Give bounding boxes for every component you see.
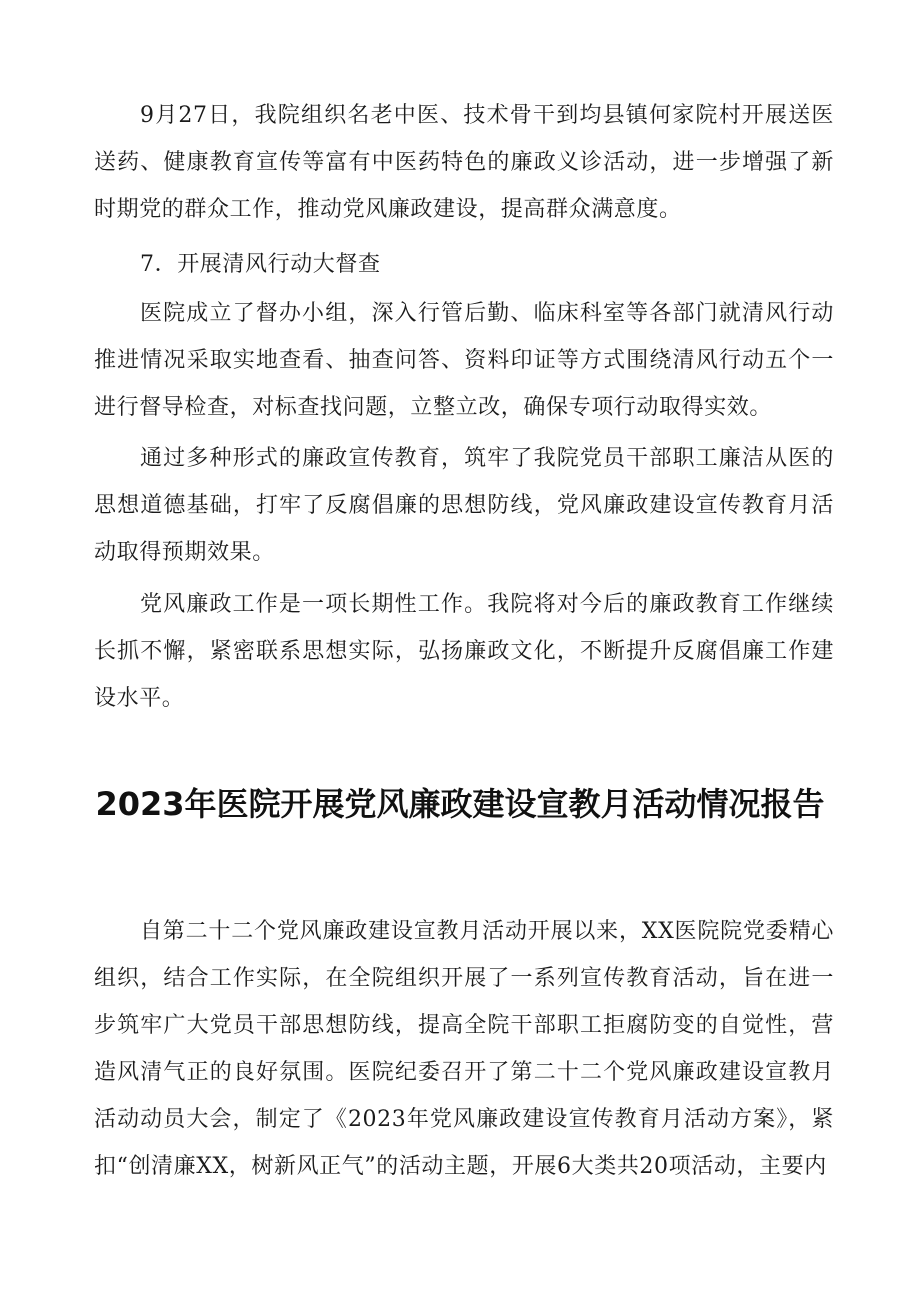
paragraph-yizhen-activity: 9月27日，我院组织名老中医、技术骨干到均县镇何家院村开展送医送药、健康教育宣传等富有中医药特色的廉政义诊活动，进一步增强了新时期党的群众工作，推动党风廉政建设，提高群众满意度。 bbox=[94, 103, 834, 222]
paragraph-report-intro: 自第二十二个党风廉政建设宣教月活动开展以来，XX医院院党委精心组织，结合工作实际，在全院组织开展了一系列宣传教育活动，旨在进一步筑牢广大党员干部思想防线，提高全院干部职工拒腐防变的自觉性，营造风清气正的良好氛围。医院纪委召开了第二十二个党风廉政建设宣教月活动动员大会，制定了《2023年党风廉政建设宣传教育月活动方案》，紧扣“创清廉XX，树新风正气”的活动主题，开展6大类共20项活动，主要内 bbox=[94, 919, 834, 1179]
report-title: 2023年医院开展党风廉政建设宣教月活动情况报告 bbox=[95, 785, 825, 823]
paragraph-supervision: 医院成立了督办小组，深入行管后勤、临床科室等各部门就清风行动推进情况采取实地查看、抽查问答、资料印证等方式围绕清风行动五个一进行督导检查，对标查找问题，立整立改，确保专项行动取得实效。 bbox=[94, 301, 834, 420]
paragraph-effect: 通过多种形式的廉政宣传教育，筑牢了我院党员干部职工廉洁从医的思想道德基础，打牢了反腐倡廉的思想防线，党风廉政建设宣传教育月活动取得预期效果。 bbox=[94, 446, 834, 565]
paragraph-long-term: 党风廉政工作是一项长期性工作。我院将对今后的廉政教育工作继续长抓不懈，紧密联系思想实际，弘扬廉政文化，不断提升反腐倡廉工作建设水平。 bbox=[94, 592, 834, 711]
section-heading-7: 7．开展清风行动大督查 bbox=[140, 252, 381, 277]
